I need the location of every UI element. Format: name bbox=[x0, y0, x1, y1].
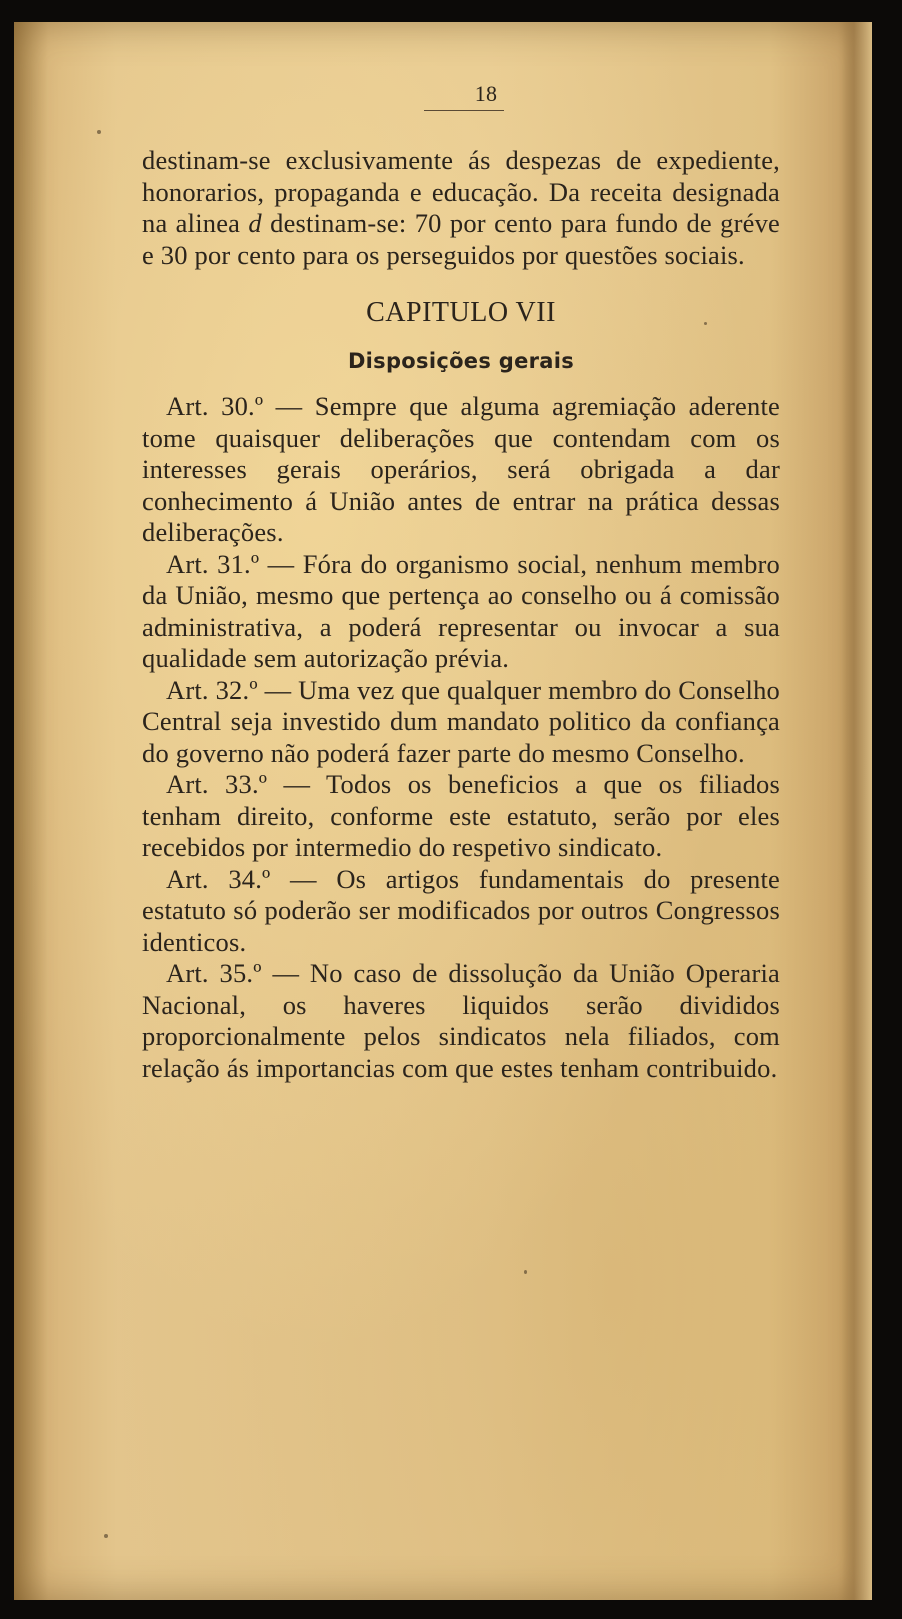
article-34: Art. 34.º — Os artigos fundamentais do presente estatuto só poderão ser modificados por outros Congressos identicos. bbox=[142, 863, 780, 957]
article-35: Art. 35.º — No caso de dissolução da União Operaria Nacional, os haveres liquidos serão divididos proporcionalmente pelos sindicatos nela filiados, com relação ás importancias com que estes tenham contribuido. bbox=[142, 958, 780, 1083]
opening-text-part2: destinam-se: 70 por cento para fundo de gréve e 30 por cento para os perseguidos por questões sociais. bbox=[142, 208, 780, 270]
page-text bbox=[142, 82, 780, 1084]
paper-speck bbox=[524, 1270, 527, 1274]
section-title: Disposições gerais bbox=[347, 348, 575, 373]
article-32: Art. 32.º — Uma vez que qualquer membro do Conselho Central seja investido dum mandato politico da confiança do governo não poderá fazer parte do mesmo Conselho. bbox=[142, 674, 780, 768]
book-page bbox=[14, 22, 872, 1600]
opening-italic-letter: d bbox=[248, 208, 262, 238]
page-edge-shadow bbox=[842, 22, 872, 1600]
paper-speck bbox=[104, 1534, 108, 1538]
article-33: Art. 33.º — Todos os beneficios a que os filiados tenham direito, conforme este estatuto, serão por eles recebidos por intermedio do respetivo sindicato. bbox=[142, 769, 780, 862]
page-number-rule bbox=[424, 110, 504, 111]
page-number: 18 bbox=[474, 81, 498, 106]
article-31: Art. 31.º — Fóra do organismo social, nenhum membro da União, mesmo que pertença ao conselho ou á comissão administrativa, a poderá representar ou invocar a sua qualidade sem autorização prévia. bbox=[142, 548, 780, 673]
paper-speck bbox=[97, 130, 101, 134]
chapter-title: CAPITULO VII bbox=[366, 297, 556, 328]
opening-text-part1: destinam-se exclusivamente ás despezas de expediente, honorarios, propaganda e educação. Da receita designada na alinea bbox=[142, 145, 780, 238]
article-30: Art. 30.º — Sempre que alguma agremiação aderente tome quaisquer deliberações que contendam com os interesses gerais operários, será obrigada a dar conhecimento á União antes de entrar na prática dessas deliberações. bbox=[142, 391, 780, 547]
opening-paragraph bbox=[142, 145, 780, 271]
